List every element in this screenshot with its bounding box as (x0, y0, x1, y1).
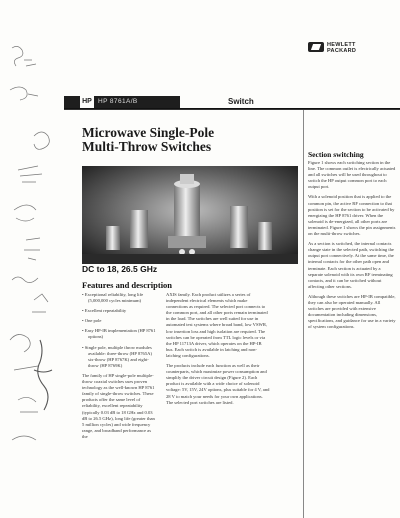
section-switching-column (308, 160, 396, 334)
header-section-label: Switch (228, 97, 254, 106)
section-paragraph: As a section is switched, the internal contacts change state in the selected path, switching the output port connectively. At the same time, the internal contacts for the other path open and terminate. Each section is actuated by a separate solenoid with its own RF terminating contacts, and it can be switched without affecting other sections. (308, 241, 394, 289)
product-photo (82, 166, 298, 264)
margin-handwriting (4, 40, 58, 470)
header-rule (64, 109, 400, 110)
frequency-range: DC to 18, 26.5 GHz (82, 264, 158, 274)
features-column-2 (166, 292, 270, 410)
features-heading: Features and description (82, 280, 173, 290)
feature-bullet: • Excellent repeatability (82, 308, 127, 314)
section-paragraph: Although these switches are HP-IB compatible, they can also be operated manually. All switches are provided with extensive documentation including dimensions, specifications, and guidance for use in a variety of system configurations. (308, 293, 396, 330)
logo-line2: PACKARD (327, 48, 357, 54)
logo-line1: HEWLETT (327, 42, 356, 48)
feature-bullet: • Single pole, multiple throw modules available: three-throw (HP 8765A) six-throw (HP 8767K) and eight-throw (HP 8769K) (82, 344, 152, 368)
feature-bullet: • Easy HP-IB implementation (HP 8761 options) (82, 328, 156, 340)
header-tab (180, 96, 400, 108)
description-paragraph: The products include each function as well as their counterparts, which maximize power consumption and simplify the driver circuit design (Figure 2). Each product is available with a wide choice of solenoid voltage: 5V, 15V, 24V options, plus suitable for 4 V, and 28 V to match your needs for your own applications. The selected port switches are listed. (166, 363, 270, 405)
header-hp-box: HP (80, 96, 94, 108)
description-paragraph: AXIS family. Each product utilizes a series of independent electrical elements which make connections as required. The selected port connects to the common port, and all other ports remain terminated in the load. The switches are well suited for use in automated test systems where broad band, low VSWR, low insertion loss and high isolation are required. The switches can be operated from TTL logic levels or via the HP 11713A driver, which operates on the HP-IB bus. Each switch is available in latching and non-latching configurations. (166, 292, 268, 358)
page-title (82, 126, 282, 154)
section-paragraph: Figure 1 shows each switching section in the line. The common outlet is electrically actuated and all switches will be used throughout to switch the HP output common port to each output port. (308, 160, 396, 190)
column-divider (303, 110, 304, 518)
hp-logo (308, 42, 356, 54)
section-switching-heading: Section switching (308, 150, 364, 159)
feature-bullet: • Exceptional reliability, long life (5,000,000 cycles minimum) (82, 292, 144, 304)
section-paragraph: With a solenoid position that is applied to the common pin, the active RF connection to that position is set for the section to be activated by energizing the HP 8761 driver. When the solenoid is de-energized, all other ports are terminated. Figure 1 shows the pin assignments on the multi-throw switches. (308, 194, 396, 237)
description-paragraph: The family of HP single-pole multiple-throw coaxial switches uses proven technology as the well-known HP 8761 family of single-throw switches. These products offer the same level of reliability, excellent repeatability (typically 0.03 dB to 18 GHz and 0.03 dB to 26.5 GHz), long life (greater than 5 million cycles) and wide frequency range, and broadband performance as the (82, 372, 155, 439)
hp-logo-text (327, 42, 356, 54)
title-line2: Multi-Throw Switches (82, 139, 212, 154)
feature-bullet: • One pole (82, 318, 102, 324)
hp-logo-icon (308, 42, 324, 52)
features-column-1 (82, 292, 156, 444)
title-line1: Microwave Single-Pole (82, 125, 215, 140)
header-model: HP 8761A/B (98, 98, 138, 105)
